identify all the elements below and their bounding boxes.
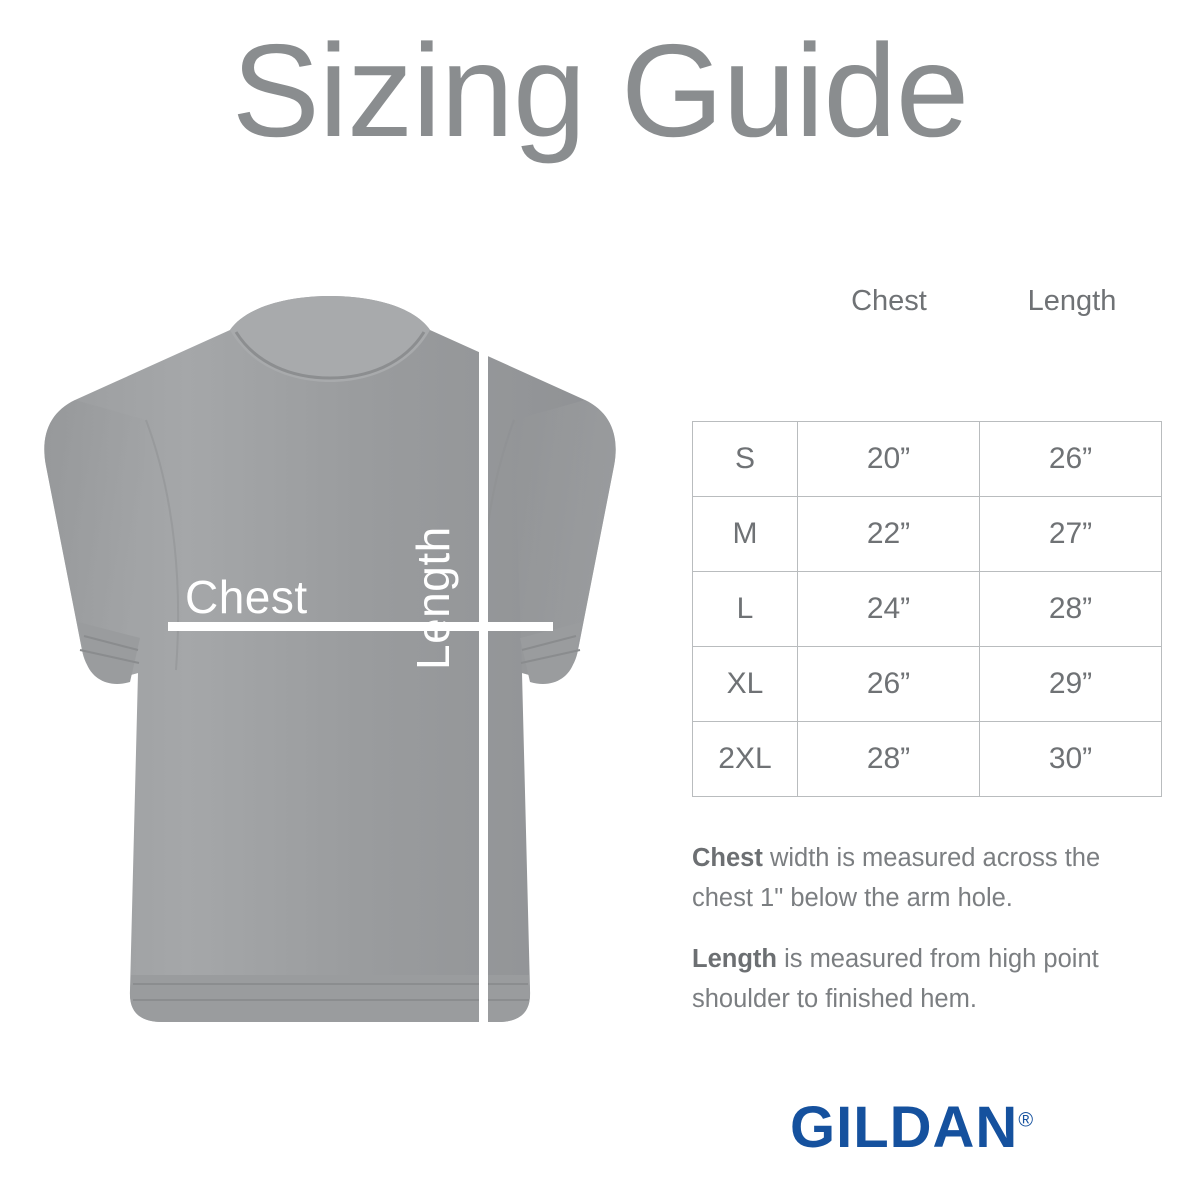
size-table — [692, 421, 1162, 797]
sweatshirt-icon — [0, 270, 660, 1090]
table-row — [693, 422, 1162, 497]
table-row — [693, 722, 1162, 797]
column-header-length: Length — [1027, 285, 1117, 317]
table-row — [693, 497, 1162, 572]
cell-length: 27” — [980, 497, 1162, 572]
cell-size: S — [693, 422, 798, 497]
cell-length: 26” — [980, 422, 1162, 497]
cell-chest: 24” — [798, 572, 980, 647]
cell-length: 30” — [980, 722, 1162, 797]
length-measurement-line — [479, 340, 488, 1130]
table-row — [693, 647, 1162, 722]
size-chart-panel — [692, 285, 1152, 1041]
cell-size: 2XL — [693, 722, 798, 797]
table-column-headers — [692, 285, 1152, 345]
chest-measurement-label: Chest — [185, 571, 308, 623]
cell-length: 29” — [980, 647, 1162, 722]
cell-chest: 26” — [798, 647, 980, 722]
cell-length: 28” — [980, 572, 1162, 647]
registered-trademark-icon: ® — [1018, 1109, 1035, 1132]
note-chest — [692, 839, 1152, 918]
note-chest-term: Chest — [692, 844, 763, 872]
cell-chest: 20” — [798, 422, 980, 497]
cell-size: M — [693, 497, 798, 572]
note-length-term: Length — [692, 945, 777, 974]
column-header-chest: Chest — [851, 285, 927, 317]
table-row — [693, 572, 1162, 647]
cell-chest: 28” — [798, 722, 980, 797]
brand-logo — [790, 1094, 1034, 1161]
page-title: Sizing Guide — [231, 17, 969, 164]
brand-name: GILDAN — [790, 1095, 1019, 1160]
cell-size: XL — [693, 647, 798, 722]
cell-size: L — [693, 572, 798, 647]
measurement-notes — [692, 839, 1152, 1019]
garment-illustration — [0, 270, 660, 1090]
length-measurement-label: Length — [407, 526, 459, 670]
note-length-text: is measured from high point shoulder to finished hem. — [692, 945, 1099, 1013]
note-length — [692, 940, 1152, 1019]
cell-chest: 22” — [798, 497, 980, 572]
note-chest-text: width is measured across the chest 1" below the arm hole. — [692, 844, 1101, 912]
